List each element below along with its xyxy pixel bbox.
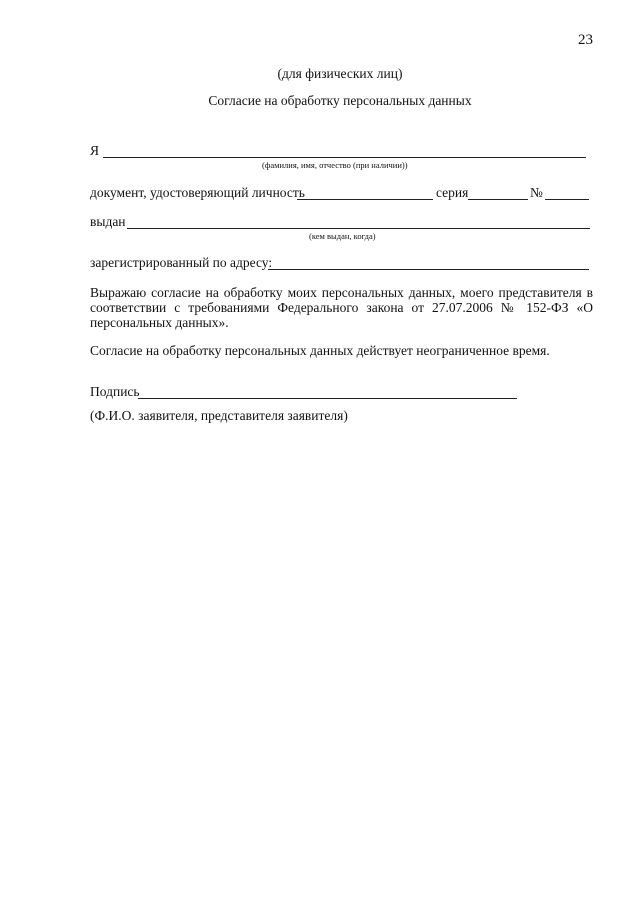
address-field[interactable]	[268, 269, 589, 270]
issued-label: выдан	[90, 214, 126, 229]
consent-paragraph: Выражаю согласие на обработку моих персональных данных, моего представителя в соответствии с требованиями Федерального закона от 27.07.2006 № 152-ФЗ «О персональных данных».	[90, 285, 593, 330]
issued-field[interactable]	[127, 228, 590, 229]
number-field[interactable]	[545, 199, 589, 200]
series-label: серия	[436, 185, 469, 200]
signature-label: Подпись	[90, 384, 140, 399]
document-title: Согласие на обработку персональных данных	[208, 93, 472, 108]
document-field[interactable]	[297, 199, 433, 200]
signatory-caption: (Ф.И.О. заявителя, представителя заявителя)	[90, 408, 348, 423]
validity-statement: Согласие на обработку персональных данных действует неограниченное время.	[90, 343, 550, 358]
address-label: зарегистрированный по адресу:	[90, 255, 273, 270]
document-label: документ, удостоверяющий личность	[90, 185, 305, 200]
number-label: №	[530, 185, 543, 200]
page-number: 23	[578, 32, 593, 48]
signature-field[interactable]	[138, 398, 517, 399]
document-subtitle: (для физических лиц)	[277, 66, 403, 81]
issued-hint: (кем выдан, когда)	[309, 231, 376, 241]
series-field[interactable]	[468, 199, 528, 200]
name-hint: (фамилия, имя, отчество (при наличии))	[262, 160, 408, 170]
name-field[interactable]	[103, 157, 586, 158]
name-label: Я	[90, 143, 100, 158]
